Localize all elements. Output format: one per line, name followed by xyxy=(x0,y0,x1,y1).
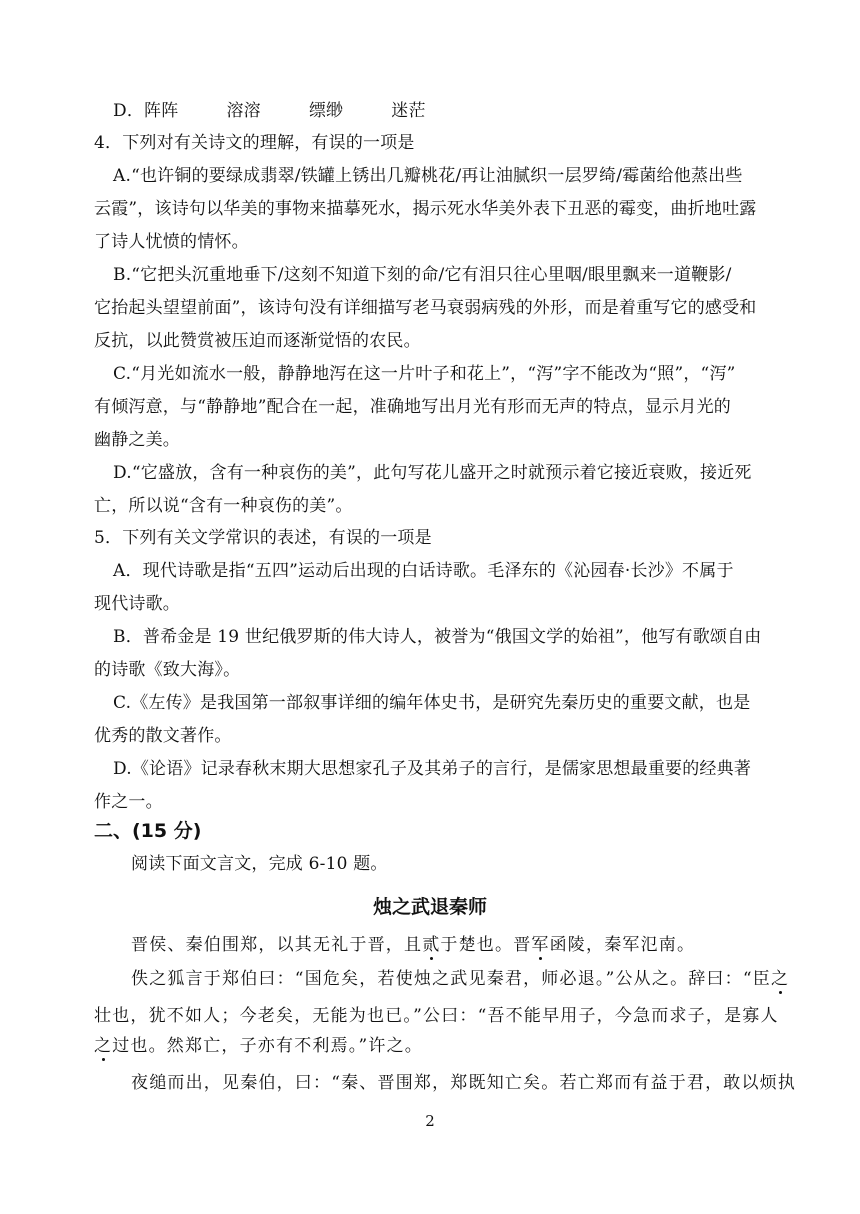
section-2-instruction: 阅读下面文言文，完成 6-10 题。 xyxy=(131,854,388,874)
q4-option-d-line-2: 亡，所以说“含有一种哀伤的美”。 xyxy=(94,496,353,516)
q5-option-a-line-2: 现代诗歌。 xyxy=(94,594,180,614)
q5-option-c-line-1: C.《左传》是我国第一部叙事详细的编年体史书，是研究先秦历史的重要文献，也是 xyxy=(113,693,751,713)
passage-title: 烛之武退秦师 xyxy=(372,896,487,918)
q3-option-d xyxy=(113,100,426,122)
q4-option-d-line-1: D.“它盛放，含有一种哀伤的美”，此句写花儿盛开之时就预示着它接近衰败，接近死 xyxy=(113,463,752,483)
q5-option-d-line-1: D.《论语》记录春秋末期大思想家孔子及其弟子的言行，是儒家思想最重要的经典著 xyxy=(113,759,752,779)
q4-option-b-line-2: 它抬起头望望前面”，该诗句没有详细描写老马衰弱病残的外形，而是着重写它的感受和 xyxy=(94,298,757,318)
q4-option-a-line-2: 云霞”，该诗句以华美的事物来描摹死水，揭示死水华美外表下丑恶的霉变，曲折地吐露 xyxy=(94,199,757,219)
q4-option-b-line-1: B.“它把头沉重地垂下/这刻不知道下刻的命/它有泪只往心里咽/眼里飘来一道鞭影/ xyxy=(113,265,732,285)
q4-option-c-line-1: C.“月光如流水一般，静静地泻在这一片叶子和花上”，“泻”字不能改为“照”，“泻” xyxy=(113,364,736,384)
passage-paragraph-3-line-1: 夜缒而出，见秦伯，曰：“秦、晋围郑，郑既知亡矣。若亡郑而有益于君，敢以烦执 xyxy=(131,1073,797,1093)
passage-paragraph-2-line-2: 壮也，犹不如人；今老矣，无能为也已。”公曰：“吾不能早用子，今急而求子，是寡人 xyxy=(94,1006,779,1026)
passage-paragraph-1 xyxy=(131,934,695,956)
q5-stem: 5．下列有关文学常识的表述，有误的一项是 xyxy=(94,528,432,548)
q4-option-c-line-2: 有倾泻意，与“静静地”配合在一起，准确地写出月光有形而无声的特点，显示月光的 xyxy=(94,397,731,417)
q4-stem: 4．下列对有关诗文的理解，有误的一项是 xyxy=(94,133,415,153)
passage-paragraph-2-line-3 xyxy=(94,1035,423,1057)
emphasis-dot-char: 之 xyxy=(94,1036,113,1056)
passage-p2-line-3-text: 过也。然郑亡，子亦有不利焉。”许之。 xyxy=(112,1036,423,1056)
q4-option-a-line-3: 了诗人忧愤的情怀。 xyxy=(94,232,249,252)
passage-p1-part-2: 于楚也。晋 xyxy=(440,935,532,955)
q3-d-word-3: 缥缈 xyxy=(308,101,344,121)
emphasis-dot-char: 军 xyxy=(531,935,550,955)
q3-d-label: D．阵阵 xyxy=(113,101,179,121)
passage-p1-part-3: 函陵，秦军氾南。 xyxy=(549,935,696,955)
q5-option-c-line-2: 优秀的散文著作。 xyxy=(94,726,232,746)
passage-p2-text: 佚之狐言于郑伯曰：“国危矣，若使烛之武见秦君，师必退。”公从之。辞曰：“臣 xyxy=(131,969,771,989)
q3-d-word-4: 迷茫 xyxy=(391,101,426,121)
q5-option-b-line-2: 的诗歌《致大海》。 xyxy=(94,660,241,680)
q4-option-b-line-3: 反抗，以此赞赏被压迫而逐渐觉悟的农民。 xyxy=(94,331,421,351)
q5-option-a-line-1: A．现代诗歌是指“五四”运动后出现的白话诗歌。毛泽东的《沁园春·长沙》不属于 xyxy=(113,561,734,581)
q3-d-word-2: 溶溶 xyxy=(226,101,261,121)
q5-option-d-line-2: 作之一。 xyxy=(94,792,163,812)
passage-p1-part-1: 晋侯、秦伯围郑，以其无礼于晋，且 xyxy=(131,935,423,955)
section-2-heading: 二、(15 分) xyxy=(94,820,202,842)
q4-option-c-line-3: 幽静之美。 xyxy=(94,430,180,450)
q5-option-b-line-1: B．普希金是 19 世纪俄罗斯的伟大诗人，被誉为“俄国文学的始祖”，他写有歌颂自由 xyxy=(113,627,762,647)
q4-option-a-line-1: A.“也许铜的要绿成翡翠/铁罐上锈出几瓣桃花/再让油腻织一层罗绮/霉菌给他蒸出些 xyxy=(113,166,743,186)
emphasis-dot-char: 之 xyxy=(770,969,790,989)
page-number: 2 xyxy=(425,1112,435,1130)
passage-paragraph-2-line-1 xyxy=(131,968,789,990)
emphasis-dot-char: 贰 xyxy=(422,935,441,955)
